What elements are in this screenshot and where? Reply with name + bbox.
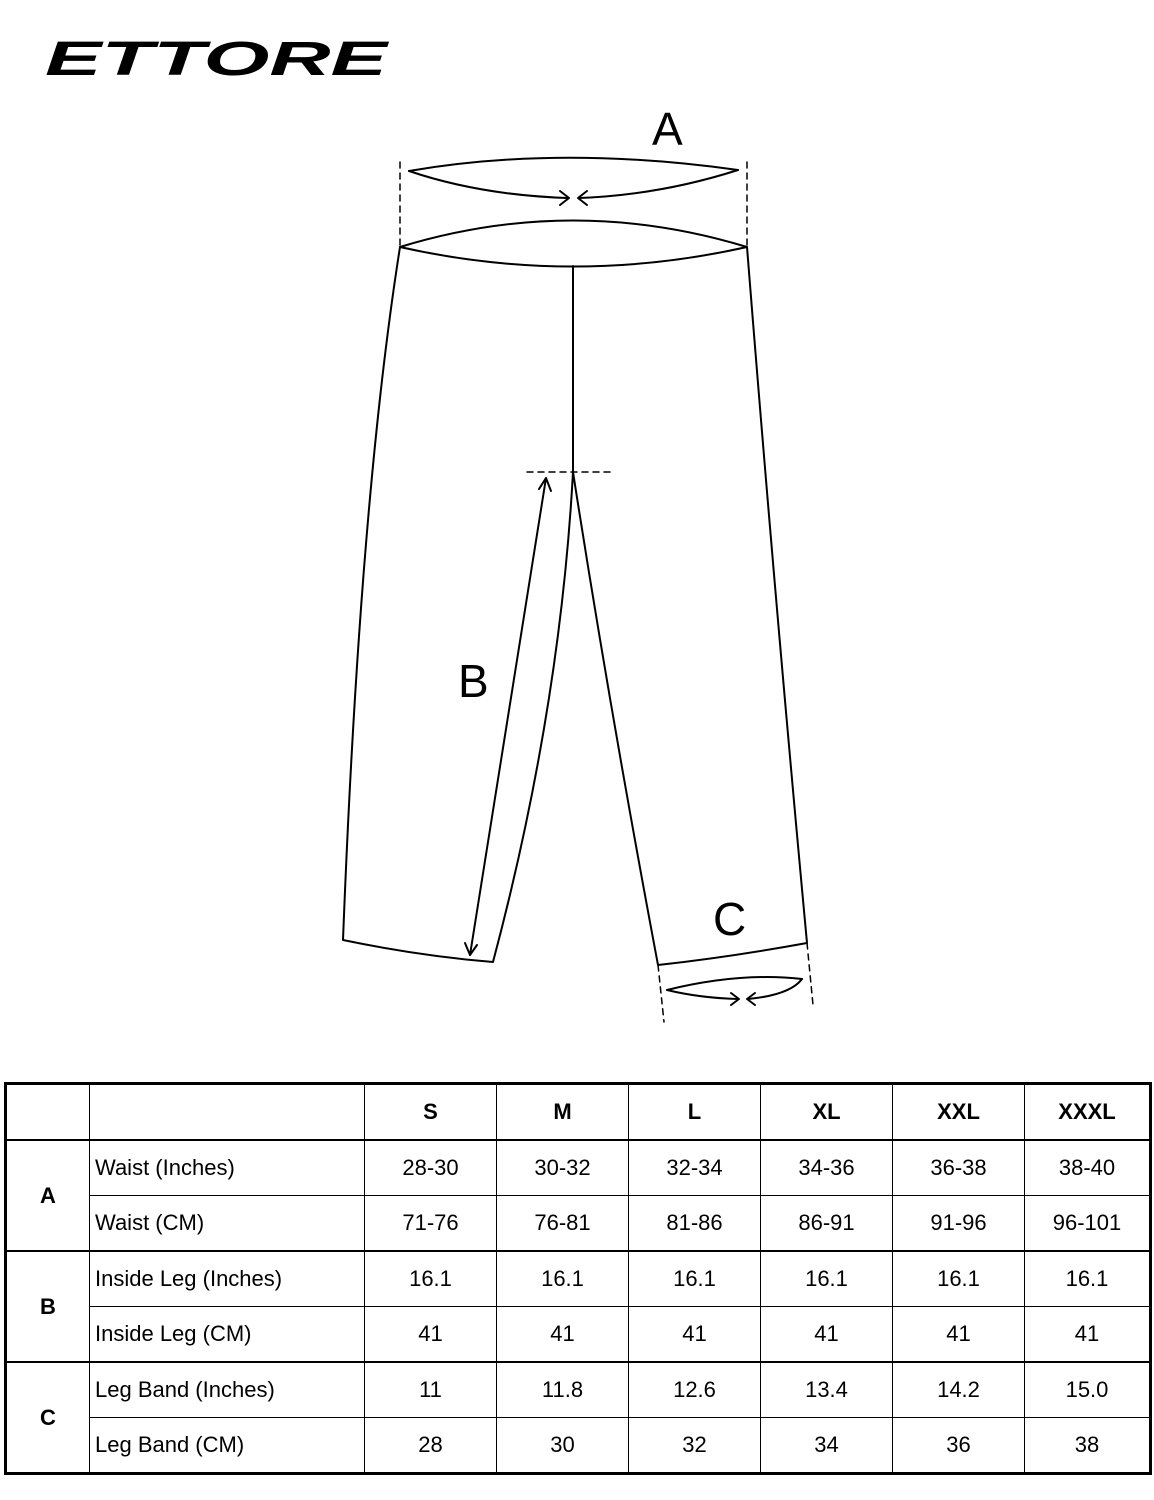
table-cell: 16.1 <box>365 1251 497 1307</box>
label-waist-a: A <box>652 103 683 155</box>
table-row <box>6 1251 1151 1307</box>
label-leg-band-c: C <box>713 893 747 945</box>
header-label-cell <box>90 1084 365 1141</box>
table-row <box>6 1140 1151 1196</box>
group-label-b: B <box>6 1251 90 1362</box>
row-label: Inside Leg (Inches) <box>90 1251 365 1307</box>
size-header-xxxl: XXXL <box>1025 1084 1151 1141</box>
row-label: Inside Leg (CM) <box>90 1307 365 1363</box>
row-label: Leg Band (Inches) <box>90 1362 365 1418</box>
leg-band-guide-left <box>658 965 664 1022</box>
table-cell: 91-96 <box>893 1196 1025 1252</box>
waist-measure-arrow-left <box>409 171 567 198</box>
table-cell: 32-34 <box>629 1140 761 1196</box>
pants-outline <box>400 221 747 267</box>
waist-measure-arrow-right <box>579 170 738 198</box>
size-header-l: L <box>629 1084 761 1141</box>
inside-leg-measure-line <box>470 478 546 955</box>
size-chart-table <box>4 1082 1152 1475</box>
table-cell: 16.1 <box>1025 1251 1151 1307</box>
table-cell: 14.2 <box>893 1362 1025 1418</box>
table-cell: 16.1 <box>629 1251 761 1307</box>
pants-right-leg-outline <box>573 247 807 965</box>
header-empty-cell <box>6 1084 90 1141</box>
group-label-c: C <box>6 1362 90 1474</box>
row-label: Waist (Inches) <box>90 1140 365 1196</box>
row-label: Waist (CM) <box>90 1196 365 1252</box>
table-cell: 81-86 <box>629 1196 761 1252</box>
table-cell: 36 <box>893 1418 1025 1474</box>
pants-left-leg-outline <box>343 247 573 962</box>
table-cell: 38-40 <box>1025 1140 1151 1196</box>
size-header-m: M <box>497 1084 629 1141</box>
table-cell: 41 <box>893 1307 1025 1363</box>
table-cell: 96-101 <box>1025 1196 1151 1252</box>
leg-band-measure-curve <box>667 977 802 990</box>
table-cell: 12.6 <box>629 1362 761 1418</box>
size-header-xxl: XXL <box>893 1084 1025 1141</box>
table-row <box>6 1362 1151 1418</box>
table-cell: 15.0 <box>1025 1362 1151 1418</box>
row-label: Leg Band (CM) <box>90 1418 365 1474</box>
table-row <box>6 1418 1151 1474</box>
size-header-s: S <box>365 1084 497 1141</box>
table-cell: 86-91 <box>761 1196 893 1252</box>
table-cell: 11.8 <box>497 1362 629 1418</box>
table-cell: 76-81 <box>497 1196 629 1252</box>
brand-logo-text: ETTORE <box>45 36 391 80</box>
table-cell: 32 <box>629 1418 761 1474</box>
size-header-row <box>6 1084 1151 1141</box>
table-cell: 41 <box>1025 1307 1151 1363</box>
table-cell: 28 <box>365 1418 497 1474</box>
leg-band-arrow-left <box>667 990 738 999</box>
table-cell: 28-30 <box>365 1140 497 1196</box>
table-cell: 16.1 <box>893 1251 1025 1307</box>
table-cell: 30-32 <box>497 1140 629 1196</box>
leg-band-arrow-right <box>748 979 802 999</box>
table-cell: 34 <box>761 1418 893 1474</box>
table-cell: 38 <box>1025 1418 1151 1474</box>
table-cell: 41 <box>761 1307 893 1363</box>
table-cell: 11 <box>365 1362 497 1418</box>
table-cell: 30 <box>497 1418 629 1474</box>
table-cell: 34-36 <box>761 1140 893 1196</box>
table-row <box>6 1307 1151 1363</box>
table-cell: 41 <box>497 1307 629 1363</box>
group-label-a: A <box>6 1140 90 1251</box>
table-cell: 71-76 <box>365 1196 497 1252</box>
table-cell: 13.4 <box>761 1362 893 1418</box>
table-cell: 36-38 <box>893 1140 1025 1196</box>
waist-measure-curve <box>409 158 738 171</box>
table-cell: 16.1 <box>497 1251 629 1307</box>
label-inside-leg-b: B <box>458 655 489 707</box>
table-cell: 41 <box>365 1307 497 1363</box>
leg-band-guide-right <box>807 943 813 1005</box>
table-cell: 16.1 <box>761 1251 893 1307</box>
size-header-xl: XL <box>761 1084 893 1141</box>
table-cell: 41 <box>629 1307 761 1363</box>
table-row <box>6 1196 1151 1252</box>
